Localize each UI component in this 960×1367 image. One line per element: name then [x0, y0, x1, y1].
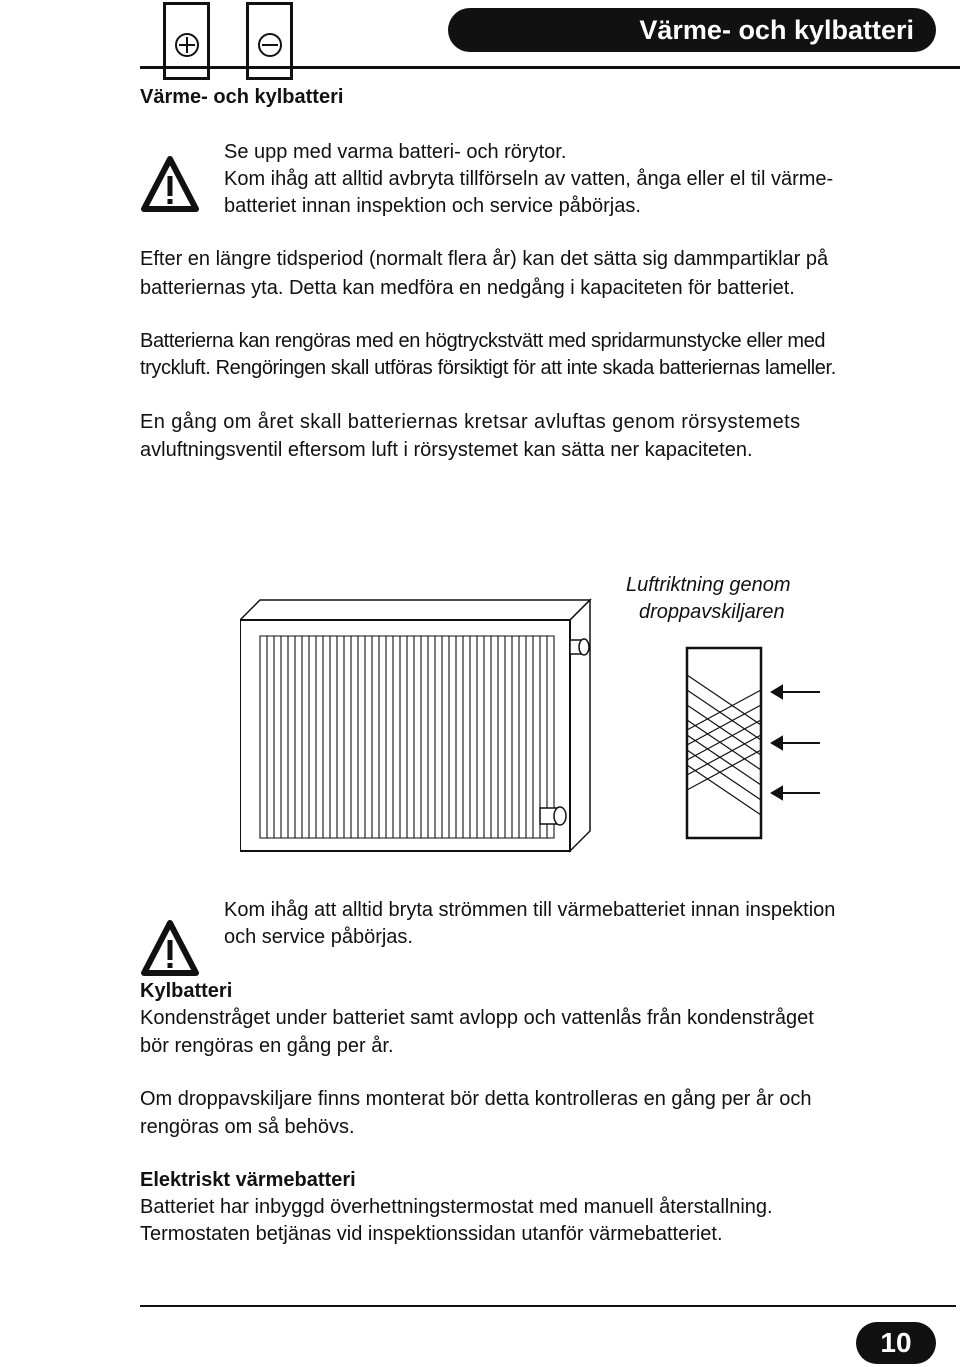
warning1-line-3: batteriet innan inspektion och service påbörjas. — [224, 195, 641, 217]
elektriskt-heading: Elektriskt värmebatteri — [140, 1169, 356, 1191]
elektriskt-line-2: Termostaten betjänas vid inspektionssidan utanför värmebatteriet. — [140, 1223, 723, 1245]
kylbatteri-para2-line-1: Om droppavskiljare finns monterat bör detta kontrolleras en gång per år och — [140, 1088, 812, 1110]
figure-caption-line-2: droppavskiljaren — [639, 601, 785, 623]
kylbatteri-para1-line-1: Kondenstråget under batteriet samt avlopp och vattenlås från kondenstråget — [140, 1007, 814, 1029]
figure-caption-line-1: Luftriktning genom — [626, 574, 791, 596]
heating-coil-illustration — [240, 598, 660, 858]
warning-triangle-icon — [141, 920, 199, 976]
para3-line-2: avluftningsventil eftersom luft i rörsystemet kan sätta ner kapaciteten. — [140, 439, 753, 461]
warning1-line-2: Kom ihåg att alltid avbryta tillförseln av vatten, ånga eller el til värme- — [224, 168, 834, 190]
header-title: Värme- och kylbatteri — [448, 8, 936, 52]
header-rule — [140, 66, 960, 69]
warning1-line-1: Se upp med varma batteri- och rörytor. — [224, 141, 567, 163]
para2-line-1: Batterierna kan rengöras med en högtryckstvätt med spridarmunstycke eller med — [140, 330, 826, 352]
kylbatteri-para2-line-2: rengöras om så behövs. — [140, 1116, 355, 1138]
kylbatteri-heading: Kylbatteri — [140, 980, 233, 1002]
warning2-line-2: och service påbörjas. — [224, 926, 413, 948]
footer-rule — [140, 1305, 956, 1307]
kylbatteri-para1-line-2: bör rengöras en gång per år. — [140, 1035, 394, 1057]
section-title: Värme- och kylbatteri — [140, 86, 344, 108]
para1-line-2: batteriernas yta. Detta kan medföra en nedgång i kapaciteten för batteriet. — [140, 277, 795, 299]
para1-line-1: Efter en längre tidsperiod (normalt flera år) kan det sätta sig dammpartiklar på — [140, 248, 829, 270]
warning-triangle-icon — [141, 156, 199, 212]
droplet-eliminator-diagram — [684, 645, 824, 845]
elektriskt-line-1: Batteriet har inbyggd överhettningstermostat med manuell återstallning. — [140, 1196, 773, 1218]
page-number: 10 — [856, 1322, 936, 1364]
warning2-line-1: Kom ihåg att alltid bryta strömmen till värmebatteriet innan inspektion — [224, 899, 836, 921]
para3-line-1: En gång om året skall batteriernas kretsar avluftas genom rörsystemets — [140, 411, 801, 433]
para2-line-2: tryckluft. Rengöringen skall utföras försiktigt för att inte skada batteriernas lameller. — [140, 357, 836, 379]
